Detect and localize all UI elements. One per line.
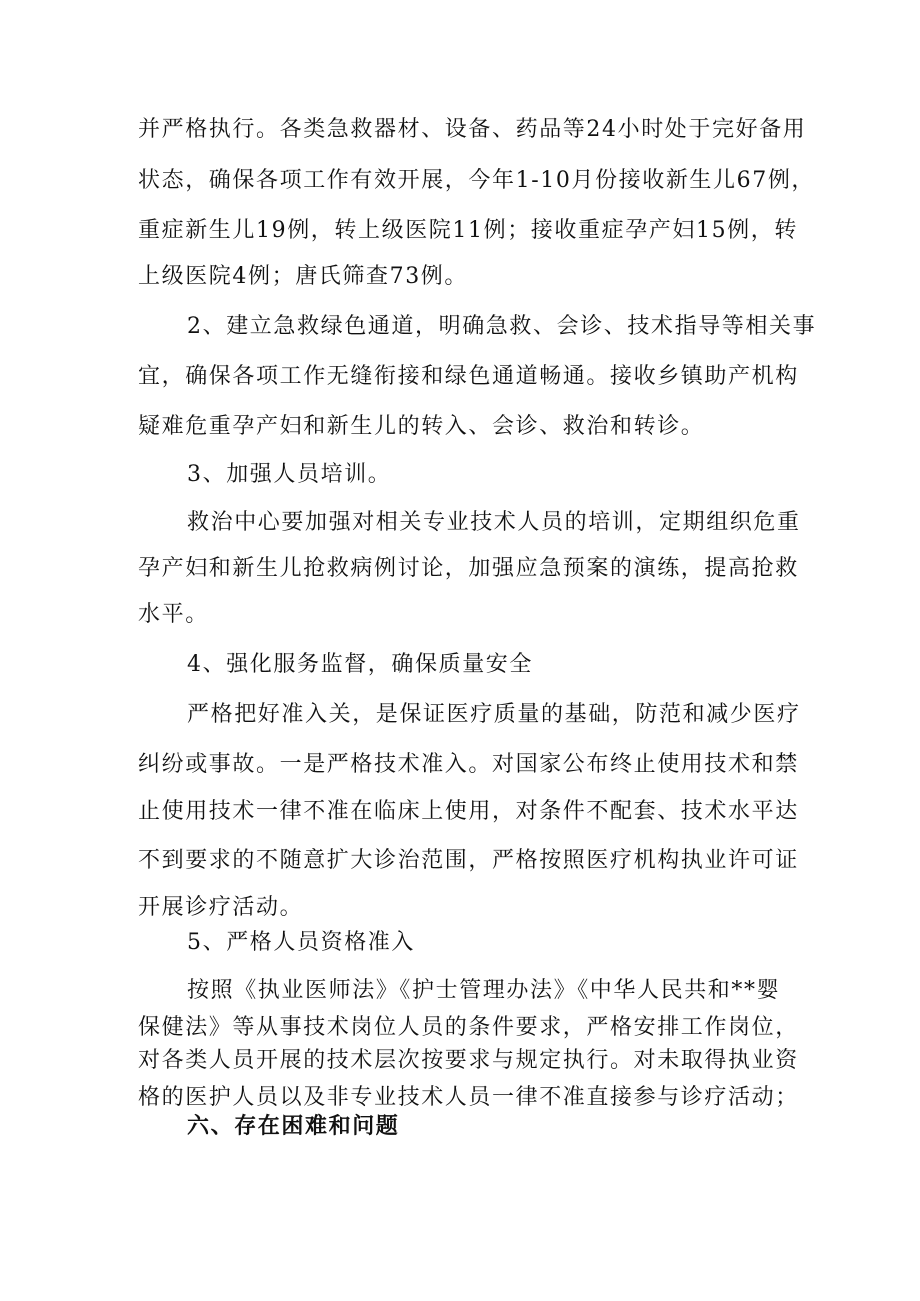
text-line: 重症新生儿19例，转上级医院11例；接收重症孕产妇15例，转 — [138, 218, 798, 243]
section-heading-6: 六、存在困难和问题 — [187, 1113, 400, 1139]
text-line: 宜，确保各项工作无缝衔接和绿色通道畅通。接收乡镇助产机构 — [138, 364, 799, 389]
text-line: 不到要求的不随意扩大诊治范围，严格按照医疗机构执业许可证 — [138, 848, 799, 873]
text-line: 疑难危重孕产妇和新生儿的转入、会诊、救治和转诊。 — [138, 414, 705, 439]
text-line: 救治中心要加强对相关专业技术人员的培训，定期组织危重 — [187, 510, 801, 535]
text-line: 按照《执业医师法》《护士管理办法》《中华人民共和**婴 — [187, 978, 781, 1003]
section-heading-2: 2、建立急救绿色通道，明确急救、会诊、技术指导等相关事 — [187, 314, 817, 339]
text-line: 上级医院4例；唐氏筛查73例。 — [138, 264, 468, 289]
text-line: 纠纷或事故。一是严格技术准入。对国家公布终止使用技术和禁 — [138, 752, 799, 777]
section-heading-5: 5、严格人员资格准入 — [187, 930, 415, 955]
text-line: 对各类人员开展的技术层次按要求与规定执行。对未取得执业资 — [138, 1048, 799, 1073]
text-line: 状态，确保各项工作有效开展，今年1-10月份接收新生儿67例， — [138, 168, 816, 193]
text-line: 孕产妇和新生儿抢救病例讨论，加强应急预案的演练，提高抢救 — [138, 556, 799, 581]
text-line: 并严格执行。各类急救器材、设备、药品等24小时处于完好备用 — [138, 117, 807, 142]
text-line: 严格把好准入关，是保证医疗质量的基础，防范和减少医疗 — [187, 702, 801, 727]
text-line: 保健法》等从事技术岗位人员的条件要求，严格安排工作岗位， — [138, 1015, 799, 1040]
text-line: 水平。 — [138, 602, 209, 627]
text-line: 格的医护人员以及非专业技术人员一律不准直接参与诊疗活动； — [138, 1085, 799, 1110]
text-line: 止使用技术一律不准在临床上使用，对条件不配套、技术水平达 — [138, 799, 799, 824]
text-line: 开展诊疗活动。 — [138, 895, 304, 920]
section-heading-3: 3、加强人员培训。 — [187, 462, 392, 487]
section-heading-4: 4、强化服务监督，确保质量安全 — [187, 652, 533, 677]
